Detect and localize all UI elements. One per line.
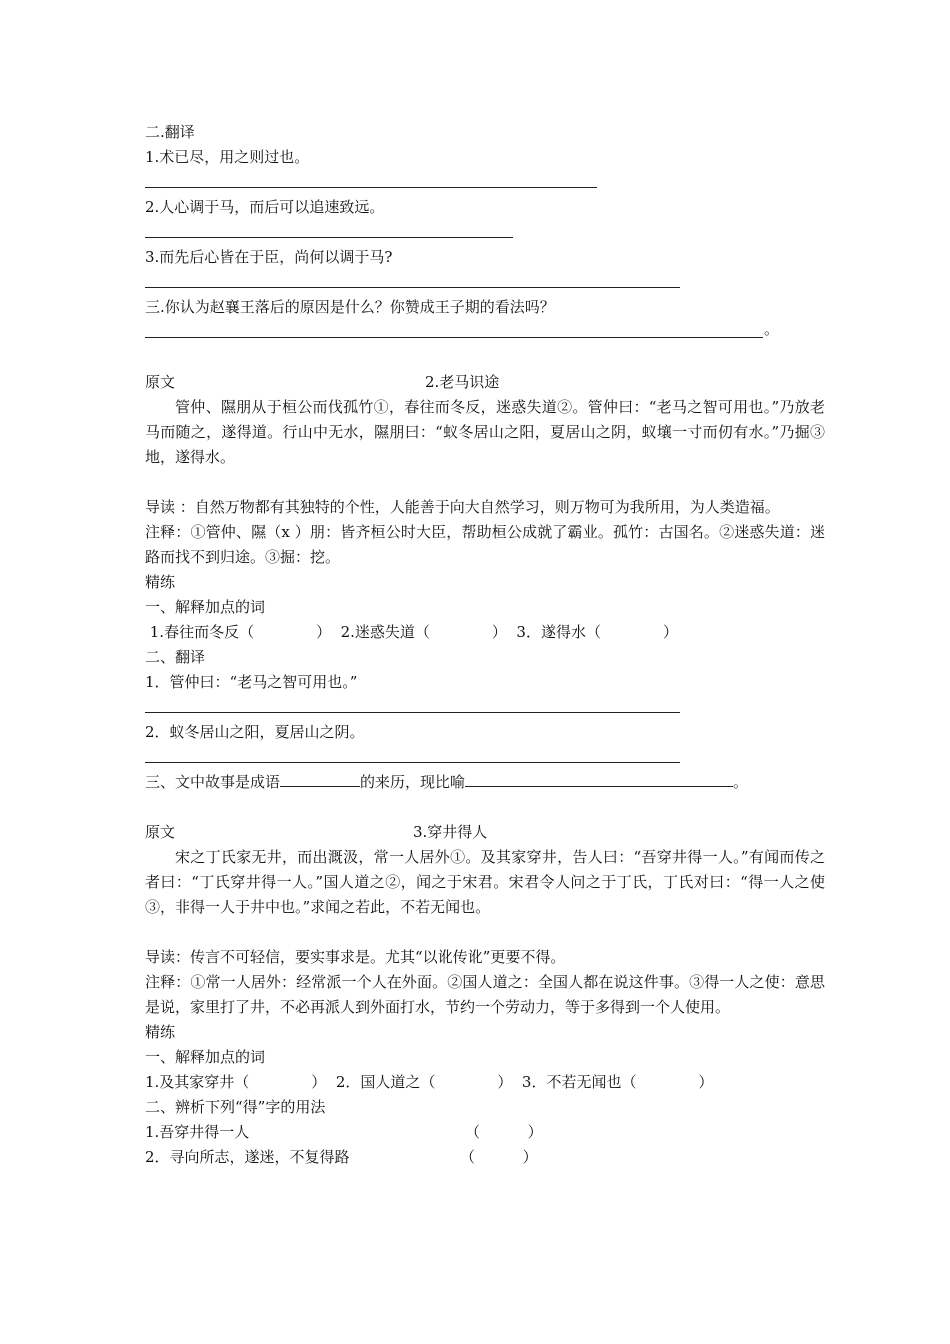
idiom-question-part-b: 的来历，现比喻 bbox=[360, 773, 466, 791]
story-3-usage-1 bbox=[145, 1120, 825, 1145]
idiom-blank[interactable] bbox=[280, 772, 360, 787]
story-2-text: 管仲、隰朋从于桓公而伐孤竹①，春往而冬反，迷惑失道②。管仲曰：“老马之智可用也。”乃放老马而随之，遂得道。行山中无水，隰朋曰：“蚁冬居山之阳，夏居山之阴，蚁壤一寸而仞有水。”乃掘③地，遂得水。 bbox=[145, 398, 825, 466]
original-text-label: 原文 bbox=[145, 373, 176, 391]
story-3-guide: 导读：传言不可轻信，要实事求是。尤其“以讹传讹”更要不得。 bbox=[145, 948, 566, 966]
usage-1-text: 1.吾穿井得一人 bbox=[145, 1123, 250, 1141]
idiom-question-part-a: 三、文中故事是成语 bbox=[145, 773, 281, 791]
story-2-answer-line-1[interactable] bbox=[145, 695, 825, 720]
story-2-title: 2.老马识途 bbox=[425, 373, 500, 391]
story-2-practice-heading: 精练 bbox=[145, 573, 176, 591]
section-heading-translate: 二.翻译 bbox=[145, 123, 195, 141]
usage-2-text: 2．寻向所志，遂迷，不复得路 bbox=[145, 1148, 350, 1166]
answer-line-2[interactable] bbox=[145, 220, 825, 245]
idiom-end-period: 。 bbox=[733, 773, 749, 791]
worksheet bbox=[145, 120, 825, 1170]
story-3-title: 3.穿井得人 bbox=[413, 823, 488, 841]
usage-2-blank[interactable]: （ ） bbox=[460, 1148, 538, 1166]
story-2-translate-2: 2．蚁冬居山之阳，夏居山之阴。 bbox=[145, 723, 365, 741]
answer-line-opinion[interactable] bbox=[145, 320, 825, 345]
story-2-explain-heading: 一、解释加点的词 bbox=[145, 598, 266, 616]
meaning-blank[interactable] bbox=[465, 772, 733, 787]
section-heading-opinion: 三.你认为赵襄王落后的原因是什么？你赞成王子期的看法吗？ bbox=[145, 298, 555, 316]
story-2-word-blanks[interactable]: 1.春往而冬反（ ） 2.迷惑失道（ ） 3．遂得水（ ） bbox=[145, 623, 678, 641]
end-period: 。 bbox=[764, 320, 780, 338]
question-1: 1.术已尽，用之则过也。 bbox=[145, 148, 310, 166]
story-2-idiom-question bbox=[145, 770, 825, 795]
story-2-guide: 导读 ：自然万物都有其独特的个性，人能善于向大自然学习，则万物可为我所用，为人类造福。 bbox=[145, 498, 780, 516]
story-2-answer-line-2[interactable] bbox=[145, 745, 825, 770]
story-2-notes: 注释：①管仲、隰（x ）朋：皆齐桓公时大臣，帮助桓公成就了霸业。孤竹：古国名。②迷惑失道：迷路而找不到归途。③掘：挖。 bbox=[145, 523, 825, 566]
story-2-translate-1: 1．管仲曰：“老马之智可用也。” bbox=[145, 673, 358, 691]
usage-1-blank[interactable]: （ ） bbox=[465, 1123, 543, 1141]
story-3-header bbox=[145, 820, 825, 845]
story-3-text: 宋之丁氏家无井，而出溉汲，常一人居外①。及其家穿井，告人曰：“吾穿井得一人。”有闻而传之者曰：“丁氏穿井得一人。”国人道之②，闻之于宋君。宋君令人问之于丁氏，丁氏对曰：“得一人之使③，非得一人于井中也。”求闻之若此，不若无闻也。 bbox=[145, 848, 825, 916]
original-text-label: 原文 bbox=[145, 823, 176, 841]
story-2-header bbox=[145, 370, 825, 395]
story-3-notes: 注释：①常一人居外：经常派一个人在外面。②国人道之：全国人都在说这件事。③得一人之使：意思是说，家里打了井，不必再派人到外面打水，节约一个劳动力，等于多得到一个人使用。 bbox=[145, 973, 825, 1016]
story-3-practice-heading: 精练 bbox=[145, 1023, 176, 1041]
question-2: 2.人心调于马，而后可以追速致远。 bbox=[145, 198, 385, 216]
answer-line-1[interactable] bbox=[145, 170, 825, 195]
story-3-usage-2 bbox=[145, 1145, 825, 1170]
story-2-translate-heading: 二、翻译 bbox=[145, 648, 206, 666]
story-3-explain-heading: 一、解释加点的词 bbox=[145, 1048, 266, 1066]
question-3: 3.而先后心皆在于臣，尚何以调于马? bbox=[145, 248, 393, 266]
story-3-word-blanks[interactable]: 1.及其家穿井（ ） 2．国人道之（ ） 3．不若无闻也（ ） bbox=[145, 1073, 714, 1091]
story-3-usage-heading: 二、辨析下列“得”字的用法 bbox=[145, 1098, 326, 1116]
answer-line-3[interactable] bbox=[145, 270, 825, 295]
